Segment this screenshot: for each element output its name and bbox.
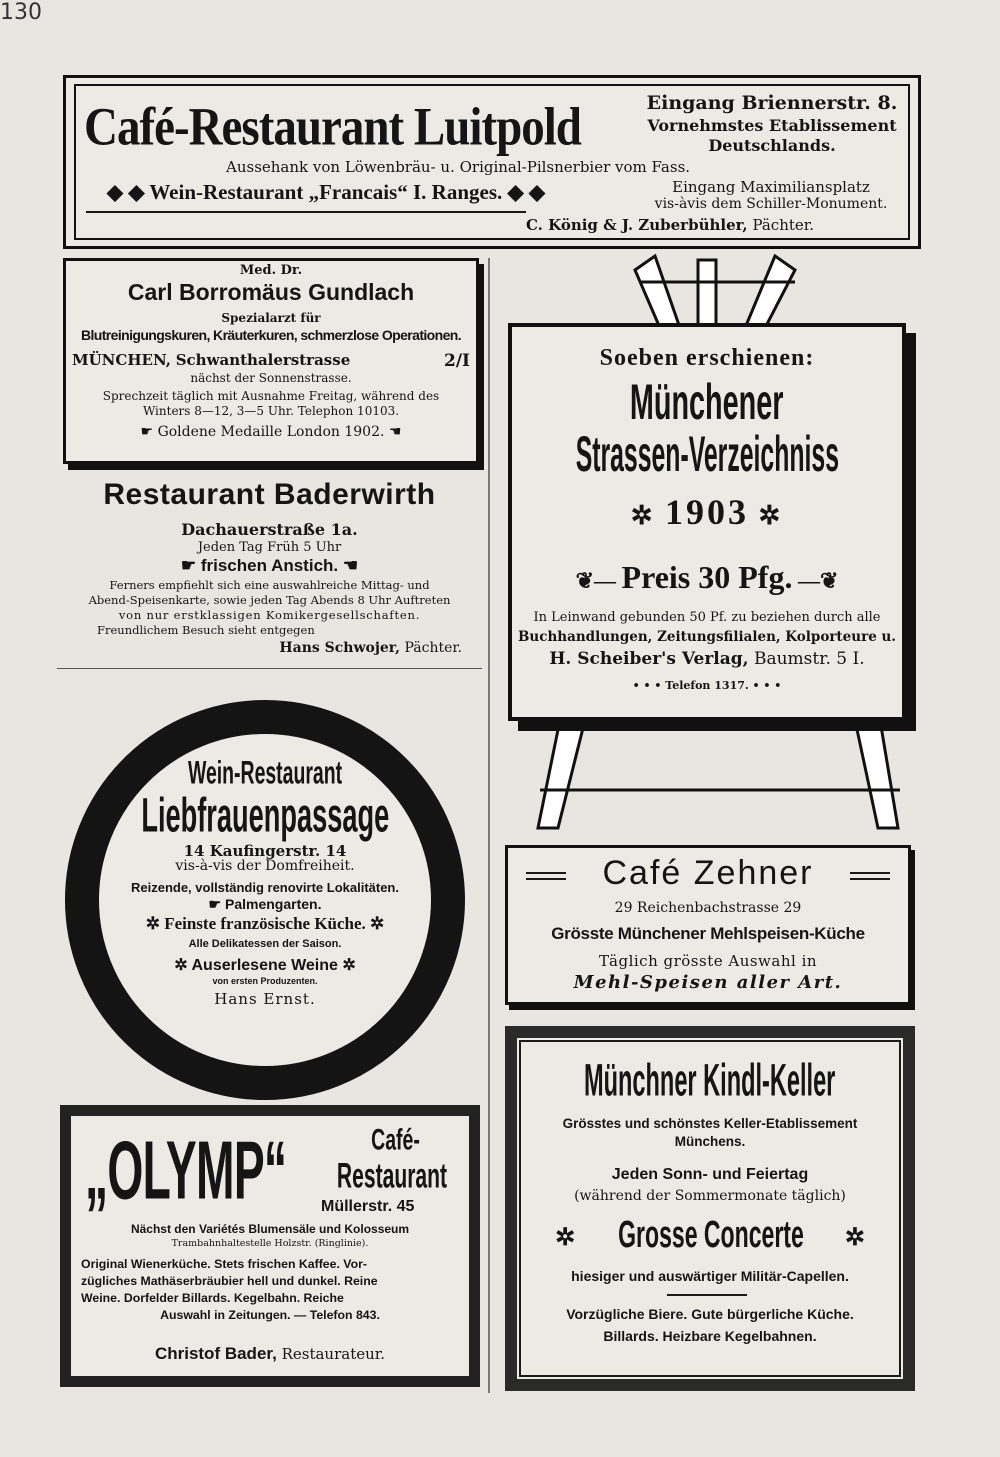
strassen-phone: Telefon 1317. — [665, 679, 749, 692]
star-icon: ✲ — [844, 1224, 865, 1251]
olymp-text-2: zügliches Mathäserbräubier hell und dunkel. Reine — [81, 1274, 378, 1288]
luitpold-owners: C. König & J. Zuberbühler, — [526, 216, 748, 234]
luitpold-title: Café-Restaurant Luitpold — [84, 97, 581, 157]
kindl-text-1: Vorzügliche Biere. Gute bürgerliche Küche. — [566, 1306, 854, 1322]
zehner-daily: Täglich grösste Auswahl in — [598, 952, 818, 970]
pointing-hand-icon: ☛ — [208, 896, 225, 912]
column-divider — [488, 258, 490, 1393]
gundlach-title: Med. Dr. — [239, 263, 303, 278]
star-icon: ✲ — [145, 914, 165, 933]
gundlach-treatments: Blutreinigungskuren, Kräuterkuren, schmerzlose Operationen. — [80, 327, 462, 343]
page-number: 130 — [0, 0, 42, 25]
baderwirth-text-block — [57, 578, 482, 638]
baderwirth-tap-row — [57, 556, 482, 576]
strassen-title-2-wrap — [492, 427, 922, 483]
star-icon: ✲ — [555, 1224, 582, 1251]
divider — [667, 1294, 747, 1296]
olymp-tram: Trambahnhaltestelle Holzstr. (Ringlinie). — [171, 1238, 369, 1249]
gundlach-hours: Sprechzeit täglich mit Ausnahme Freitag, während des — [102, 389, 440, 403]
star-icon: ✲ — [630, 501, 665, 530]
kindl-concerts-row — [497, 1212, 923, 1256]
strassen-year-row — [512, 491, 902, 533]
gundlach-number: 2/I — [444, 351, 470, 371]
liebfrauen-line-2-wrap — [45, 789, 485, 843]
baderwirth-title: Restaurant Baderwirth — [103, 478, 436, 511]
olymp-owner-row — [71, 1344, 469, 1364]
dots-icon: • • • — [748, 679, 782, 692]
divider — [86, 211, 526, 213]
kindl-summer: (während der Sommermonate täglich) — [574, 1188, 846, 1204]
olymp-name: „OLYMP“ — [85, 1123, 287, 1216]
ad-cafe-luitpold — [63, 75, 921, 249]
olymp-cafe-wrap — [311, 1121, 481, 1157]
gundlach-specialist: Spezialarzt für — [221, 311, 321, 325]
zehner-dishes: Mehl-Speisen aller Art. — [573, 972, 843, 993]
baderwirth-owner-row — [279, 640, 462, 656]
olymp-near: Nächst den Variétés Blumensäle und Kolosseum — [130, 1222, 410, 1236]
luitpold-tagline-2: Deutschlands. — [708, 136, 836, 155]
gundlach-street: Schwanthalerstrasse — [175, 351, 351, 369]
liebfrauen-address: 14 Kaufingerstr. 14 — [183, 842, 347, 860]
star-icon: ✲ — [337, 957, 356, 974]
star-icon: ✲ — [365, 914, 385, 933]
strassen-just-published: Soeben erschienen: — [599, 345, 815, 371]
kindl-text-2: Billards. Heizbare Kegelbahnen. — [603, 1328, 817, 1344]
strassen-text-1: In Leinwand gebunden 50 Pf. zu beziehen durch alle — [533, 610, 881, 625]
olymp-owner-role: Restaurateur. — [281, 1345, 386, 1363]
liebfrauen-content — [65, 700, 465, 1100]
pointing-hand-icon: ☚ — [338, 556, 359, 575]
liebfrauen-wines: Auserlesene Weine — [191, 957, 338, 974]
diamond-icon: ◆ ◆ — [106, 180, 150, 204]
ad-strassen-verzeichniss — [508, 323, 906, 721]
kindl-days: Jeden Sonn- und Feiertag — [611, 1166, 809, 1183]
strassen-title-2: Strassen-Verzeichniss — [575, 427, 839, 483]
strassen-title-1: Münchener — [630, 375, 784, 431]
pointing-hand-icon: ☛ — [180, 556, 201, 575]
strassen-publisher-address: Baumstr. 5 I. — [753, 649, 865, 669]
baderwirth-daily: Jeden Tag Früh 5 Uhr — [197, 540, 342, 555]
pointing-hand-icon: ☛ — [140, 424, 158, 440]
kindl-bands: hiesiger und auswärtiger Militär-Capellen. — [571, 1268, 849, 1284]
gundlach-name: Carl Borromäus Gundlach — [127, 279, 415, 305]
luitpold-wine-row — [86, 180, 566, 205]
ad-restaurant-baderwirth — [57, 472, 482, 672]
olymp-cafe: Café- — [371, 1121, 421, 1157]
baderwirth-owner-role: Pächter. — [404, 640, 462, 656]
ornament-icon: ❦— — [575, 568, 622, 593]
olymp-name-wrap — [85, 1122, 335, 1218]
liebfrauen-producers: von ersten Produzenten. — [212, 976, 318, 986]
diamond-icon: ◆ ◆ — [502, 180, 546, 204]
liebfrauen-owner: Hans Ernst. — [214, 990, 316, 1008]
gundlach-hours-2: Winters 8—12, 3—5 Uhr. Telephon 10103. — [142, 404, 400, 418]
strassen-publisher-row — [512, 649, 902, 669]
luitpold-entrance-maximilian: Eingang Maximiliansplatz — [672, 178, 870, 196]
gundlach-medal-row — [66, 424, 476, 440]
olymp-text-1: Original Wienerküche. Stets frischen Kaffee. Vor- — [81, 1257, 367, 1271]
olymp-restaurant: Restaurant — [336, 1155, 448, 1196]
gundlach-city: MÜNCHEN, — [72, 351, 171, 369]
strassen-text-2: Buchhandlungen, Zeitungsfilialen, Kolporteure u. — [518, 629, 896, 645]
luitpold-owners-role: Pächter. — [752, 216, 815, 234]
liebfrauen-vis: vis-à-vis der Domfreiheit. — [175, 858, 355, 874]
olymp-owner: Christof Bader, — [154, 1344, 277, 1363]
ad-cafe-olymp — [60, 1105, 480, 1387]
olymp-text-4: Auswahl in Zeitungen. — Telefon 843. — [160, 1308, 380, 1322]
olymp-text-block — [81, 1256, 459, 1324]
baderwirth-text-1: Ferners empfiehlt sich eine auswahlreiche Mittag- und — [109, 578, 430, 592]
gundlach-medal: Goldene Medaille London 1902. — [157, 424, 385, 440]
luitpold-tagline: Vornehmstes Etablissement — [647, 116, 897, 135]
baderwirth-address: Dachauerstraße 1a. — [181, 520, 358, 539]
liebfrauen-kitchen-row — [65, 914, 465, 934]
strassen-publisher: H. Scheiber's Verlag, — [549, 649, 749, 669]
gundlach-near: nächst der Sonnenstrasse. — [190, 371, 352, 385]
zehner-name: Café Zehner — [602, 854, 814, 892]
pointing-hand-icon: ☚ — [384, 424, 402, 440]
olymp-restaurant-wrap — [307, 1155, 477, 1196]
baderwirth-owner: Hans Schwojer, — [279, 640, 401, 656]
divider — [57, 668, 482, 669]
gundlach-address-row — [72, 351, 470, 371]
olymp-address: Müllerstr. 45 — [321, 1198, 415, 1215]
liebfrauen-line-1-wrap — [65, 754, 465, 791]
star-icon: ✲ — [749, 501, 784, 530]
ad-dr-gundlach — [63, 258, 479, 464]
kindl-name-wrap — [497, 1055, 923, 1107]
liebfrauen-line-1: Wein-Restaurant — [187, 754, 343, 791]
ad-kindl-keller — [505, 1026, 915, 1391]
luitpold-beer: Aussehank von Löwenbräu- u. Original-Pilsnerbier vom Fass. — [226, 158, 691, 176]
liebfrauen-renovated: Reizende, vollständig renovirte Lokalitäten. — [130, 880, 399, 895]
strassen-year: 1903 — [665, 492, 749, 532]
star-icon: ✲ — [174, 957, 192, 974]
strassen-price: Preis 30 Pfg. — [621, 559, 793, 595]
kindl-name: Münchner Kindl-Keller — [584, 1055, 836, 1107]
luitpold-entrance-brienner: Eingang Briennerstr. 8. — [646, 92, 898, 114]
strassen-price-row — [512, 559, 902, 596]
kindl-desc-1: Grösstes und schönstes Keller-Etablissement — [562, 1116, 858, 1131]
strassen-phone-row — [512, 679, 902, 692]
luitpold-vis-a-vis: vis-àvis dem Schiller-Monument. — [654, 196, 888, 212]
kindl-concerts: Grosse Concerte — [617, 1212, 804, 1256]
baderwirth-text-4: Freundlichem Besuch sieht entgegen — [97, 623, 315, 637]
luitpold-wine: Wein-Restaurant „Francais“ I. Ranges. — [149, 180, 503, 204]
liebfrauen-line-2: Liebfrauenpassage — [141, 789, 389, 843]
liebfrauen-garden: Palmengarten. — [224, 896, 322, 912]
strassen-title-1-wrap — [512, 375, 902, 431]
ornament-icon: —❦ — [792, 568, 839, 593]
ad-cafe-zehner — [505, 845, 911, 1005]
liebfrauen-delicacies: Alle Delikatessen der Saison. — [188, 938, 342, 950]
baderwirth-tap: frischen Anstich. — [200, 556, 339, 575]
dots-icon: • • • — [632, 679, 666, 692]
liebfrauen-garden-row — [65, 896, 465, 913]
zehner-headline: Grösste Münchener Mehlspeisen-Küche — [551, 924, 865, 943]
baderwirth-text-2: Abend-Speisenkarte, sowie jeden Tag Abends 8 Uhr Auftreten — [88, 593, 451, 607]
olymp-text-3: Weine. Dorfelder Billards. Kegelbahn. Reiche — [81, 1291, 344, 1305]
liebfrauen-wines-row — [65, 955, 465, 975]
kindl-desc-2: Münchens. — [674, 1134, 746, 1149]
liebfrauen-kitchen: Feinste französische Küche. — [164, 914, 366, 933]
luitpold-owners-row — [526, 216, 814, 234]
zehner-address: 29 Reichenbachstrasse 29 — [614, 900, 802, 916]
baderwirth-text-3: von nur erstklassigen Komikergesellschaften. — [118, 608, 421, 622]
